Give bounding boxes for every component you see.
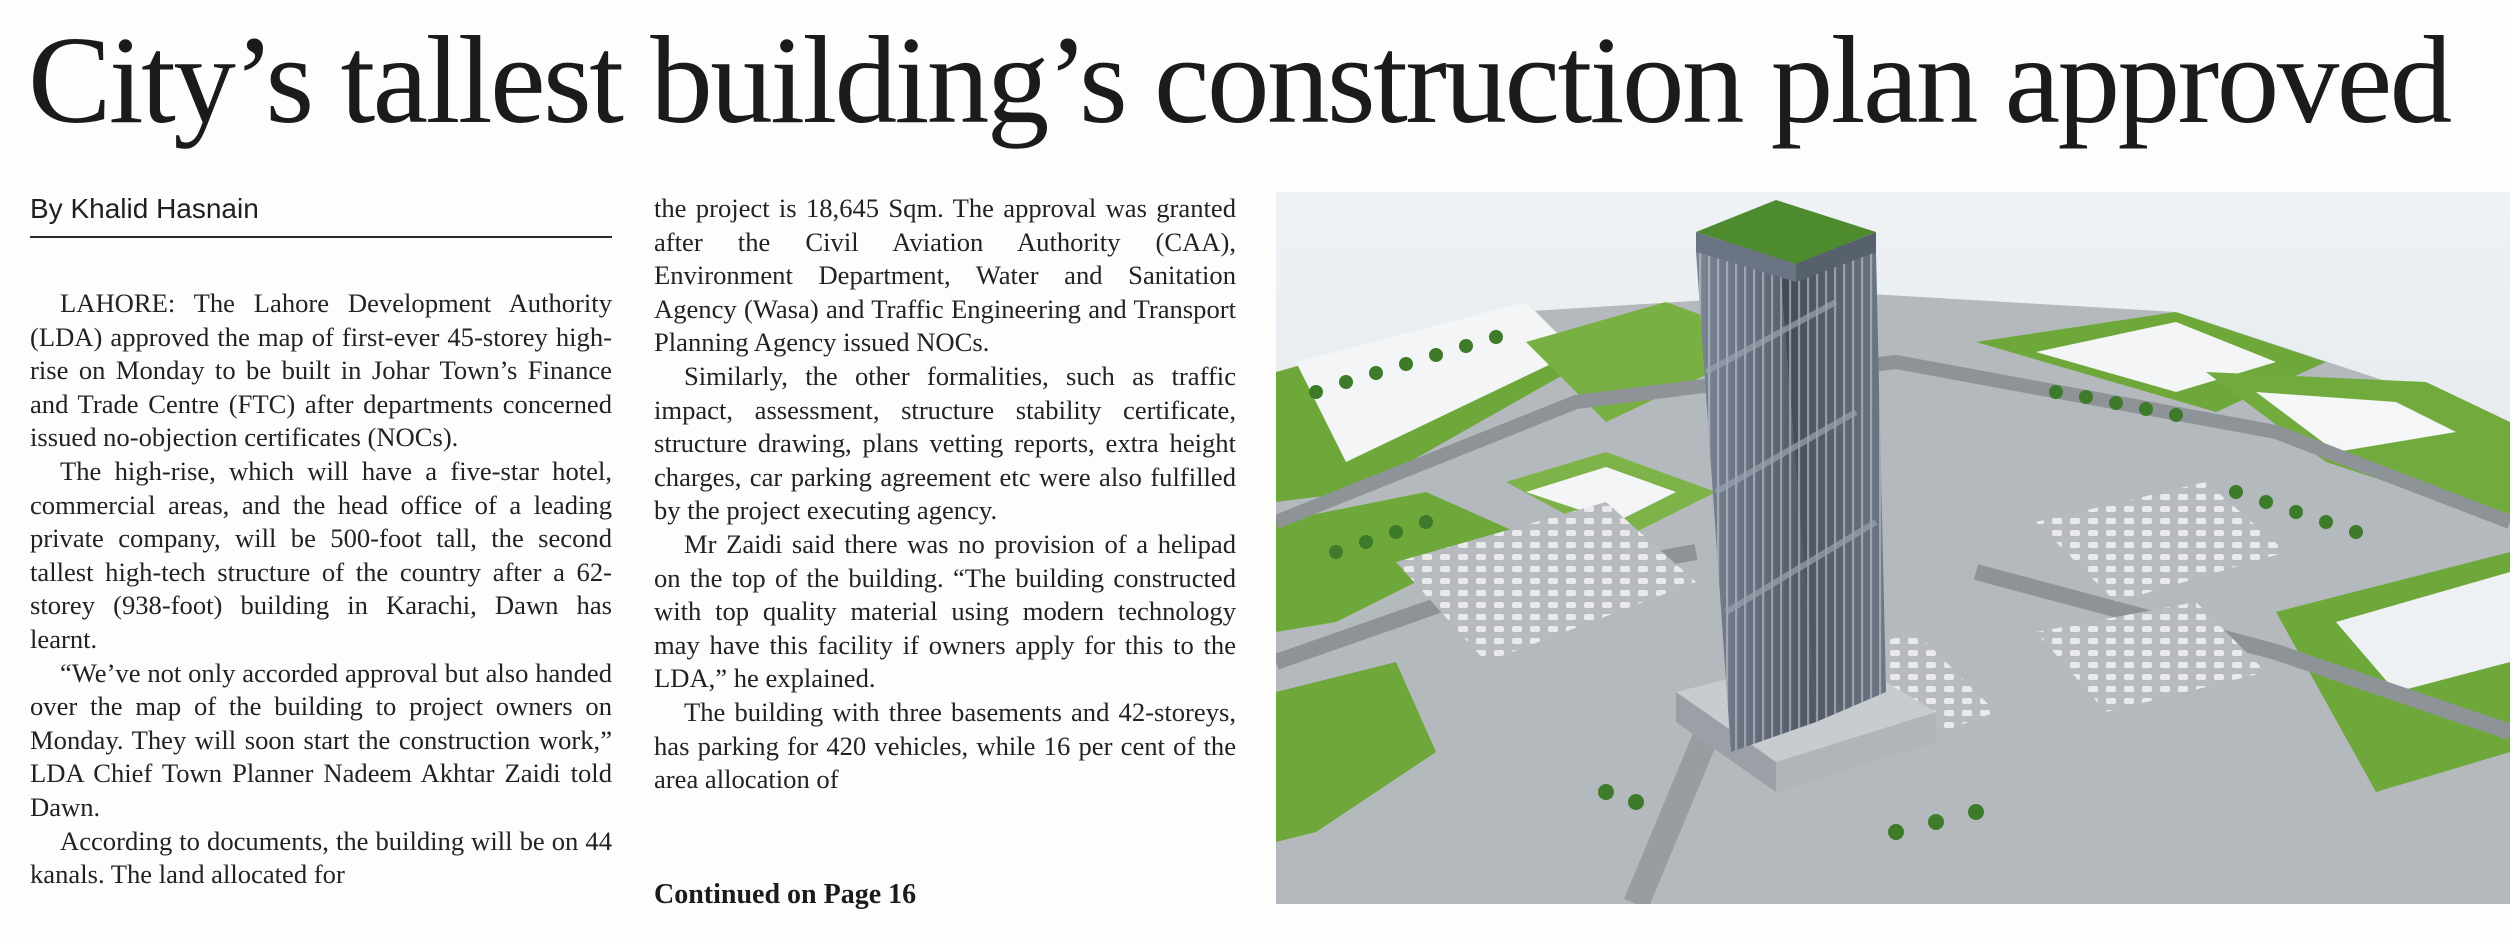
paragraph: LAHORE: The Lahore Development Authority (LDA) approved the map of first-ever 45-storey high-rise on Monday to be built in Johar Town’s Finance and Trade Centre (FTC) after departments concerned issued no-objection certificates (NOCs). <box>30 288 612 453</box>
paragraph: Mr Zaidi said there was no provision of a helipad on the top of the building. “The building constructed with top quality material using modern technology may have this facility if owners apply for this to the LDA,” he explained. <box>654 528 1236 694</box>
paragraph: The high-rise, which will have a five-star hotel, commercial areas, and the head office of a leading private company, will be 500-foot tall, the second tallest high-tech structure of the country after a 62-storey (938-foot) building in Karachi, Dawn has learnt. <box>30 455 612 654</box>
byline: By Khalid Hasnain <box>30 192 612 238</box>
article-column-1 <box>30 287 612 892</box>
paragraph: Similarly, the other formalities, such as traffic impact, assessment, structure stability certificate, structure drawing, plans vetting reports, extra height charges, car parking agreement etc were also fulfilled by the project executing agency. <box>654 360 1236 526</box>
article-column-2 <box>654 192 1236 797</box>
paragraph: According to documents, the building will be on 44 kanals. The land allocated for <box>30 825 612 890</box>
paragraph: “We’ve not only accorded approval but also handed over the map of the building to project owners on Monday. They will soon start the construction work,” LDA Chief Town Planner Nadeem Akhtar Zaidi told Dawn. <box>30 657 612 822</box>
headline: City’s tallest building’s construction plan approved <box>28 12 2450 150</box>
paragraph: the project is 18,645 Sqm. The approval was granted after the Civil Aviation Authority (CAA), Environment Department, Water and Sanitation Agency (Wasa) and Traffic Engineering and Transport Planning Agency issued NOCs. <box>654 193 1236 358</box>
paragraph: The building with three basements and 42-storeys, has parking for 420 vehicles, while 16 per cent of the area allocation of <box>654 696 1236 795</box>
continued-on-page-link[interactable]: Continued on Page 16 <box>654 879 917 910</box>
tower-rendering-image <box>1276 192 2510 904</box>
